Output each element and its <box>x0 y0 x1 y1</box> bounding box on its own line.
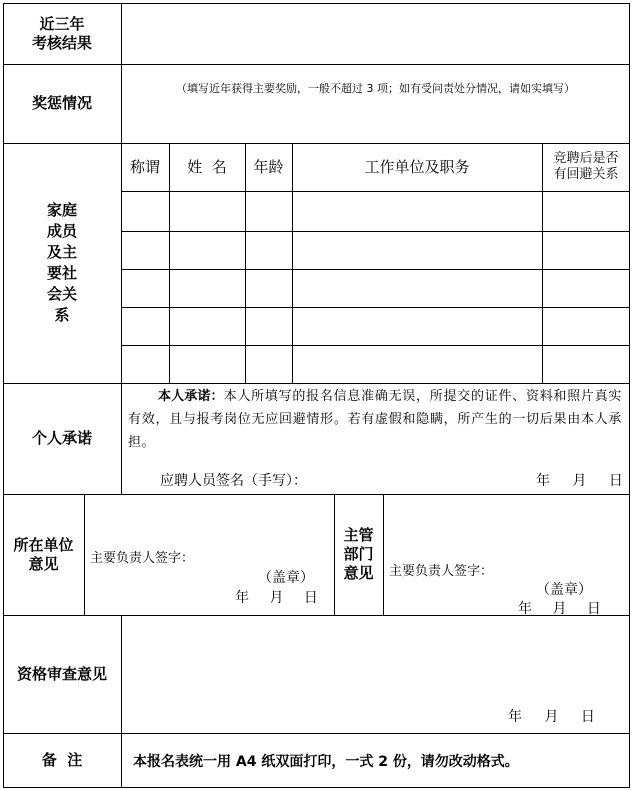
table-cell[interactable] <box>292 269 542 307</box>
col-header-relation: 称谓 <box>129 157 160 176</box>
table-row <box>121 307 630 345</box>
table-cell[interactable] <box>121 345 169 383</box>
promise-date[interactable] <box>536 470 623 490</box>
table-row <box>121 191 630 231</box>
date-year: 年 <box>508 709 522 725</box>
col-header-name: 姓 名 <box>187 157 227 176</box>
dept-signer: 主要负责人签字： <box>389 564 494 579</box>
date-day: 日 <box>586 601 601 617</box>
table-cell[interactable] <box>542 345 630 383</box>
col-divider <box>121 733 122 788</box>
table-cell[interactable] <box>292 231 542 269</box>
promise-lead: 本人承诺： <box>158 389 224 404</box>
unit-seal: （盖章） <box>258 570 314 586</box>
unit-label: 所在单位 意见 <box>13 535 74 573</box>
date-month: 月 <box>544 709 559 725</box>
table-cell[interactable] <box>542 307 630 345</box>
review-label: 资格审查意见 <box>16 664 107 683</box>
date-year: 年 <box>235 590 249 606</box>
date-month: 月 <box>269 590 284 606</box>
awards-hint: （填写近年获得主要奖励，一般不超过 3 项；如有受问责处分情况，请如实填写） <box>176 82 575 96</box>
col-header-conflict: 竞聘后是否 有回避关系 <box>553 150 619 182</box>
table-cell[interactable] <box>169 345 245 383</box>
col-divider <box>84 494 85 615</box>
family-label: 家庭 成员 及主 要社 会关 系 <box>46 201 77 324</box>
table-cell[interactable] <box>542 191 630 231</box>
results-label: 近三年 考核结果 <box>31 14 92 52</box>
dept-date[interactable] <box>518 598 601 618</box>
table-cell[interactable] <box>292 191 542 231</box>
table-cell[interactable] <box>292 345 542 383</box>
date-year: 年 <box>518 601 532 617</box>
table-cell[interactable] <box>542 231 630 269</box>
col-header-age: 年龄 <box>253 157 284 176</box>
signature-label: 应聘人员签名（手写）： <box>160 473 307 489</box>
date-year: 年 <box>536 473 550 489</box>
dept-seal: （盖章） <box>536 582 592 598</box>
table-cell[interactable] <box>169 231 245 269</box>
dept-label: 主管 部门 意见 <box>343 526 374 582</box>
table-cell[interactable] <box>169 307 245 345</box>
table-cell[interactable] <box>292 307 542 345</box>
results-field[interactable] <box>122 4 629 64</box>
unit-signer: 主要负责人签字： <box>90 551 195 566</box>
date-month: 月 <box>552 601 567 617</box>
awards-label: 奖惩情况 <box>31 94 92 113</box>
table-cell[interactable] <box>542 269 630 307</box>
table-cell[interactable] <box>121 307 169 345</box>
table-row <box>121 345 630 383</box>
review-date[interactable] <box>508 706 595 726</box>
table-cell[interactable] <box>245 191 292 231</box>
review-field[interactable] <box>122 616 629 704</box>
table-cell[interactable] <box>245 269 292 307</box>
table-cell[interactable] <box>169 269 245 307</box>
promise-body: 本人所填写的报名信息准确无误，所提交的证件、资料和照片真实有效，且与报考岗位无应回避情形。若有虚假和隐瞒，所产生的一切后果由本人承担。 <box>128 389 622 450</box>
date-day: 日 <box>303 590 318 606</box>
table-cell[interactable] <box>245 231 292 269</box>
date-day: 日 <box>580 709 595 725</box>
table-cell[interactable] <box>245 307 292 345</box>
remarks-text: 本报名表统一用 A4 纸双面打印，一式 2 份，请勿改动格式。 <box>133 754 519 770</box>
promise-label: 个人承诺 <box>31 429 92 448</box>
remarks-label: 备 注 <box>41 751 83 770</box>
promise-text <box>128 385 622 454</box>
table-cell[interactable] <box>121 191 169 231</box>
row-divider <box>3 494 630 495</box>
table-row <box>121 269 630 307</box>
unit-date[interactable] <box>235 587 318 607</box>
table-cell[interactable] <box>121 269 169 307</box>
table-cell[interactable] <box>245 345 292 383</box>
table-row <box>121 231 630 269</box>
date-day: 日 <box>608 473 623 489</box>
date-month: 月 <box>572 473 587 489</box>
col-header-employer: 工作单位及职务 <box>364 157 470 176</box>
awards-field[interactable] <box>122 100 629 143</box>
table-cell[interactable] <box>169 191 245 231</box>
table-cell[interactable] <box>121 231 169 269</box>
col-divider <box>383 494 384 615</box>
